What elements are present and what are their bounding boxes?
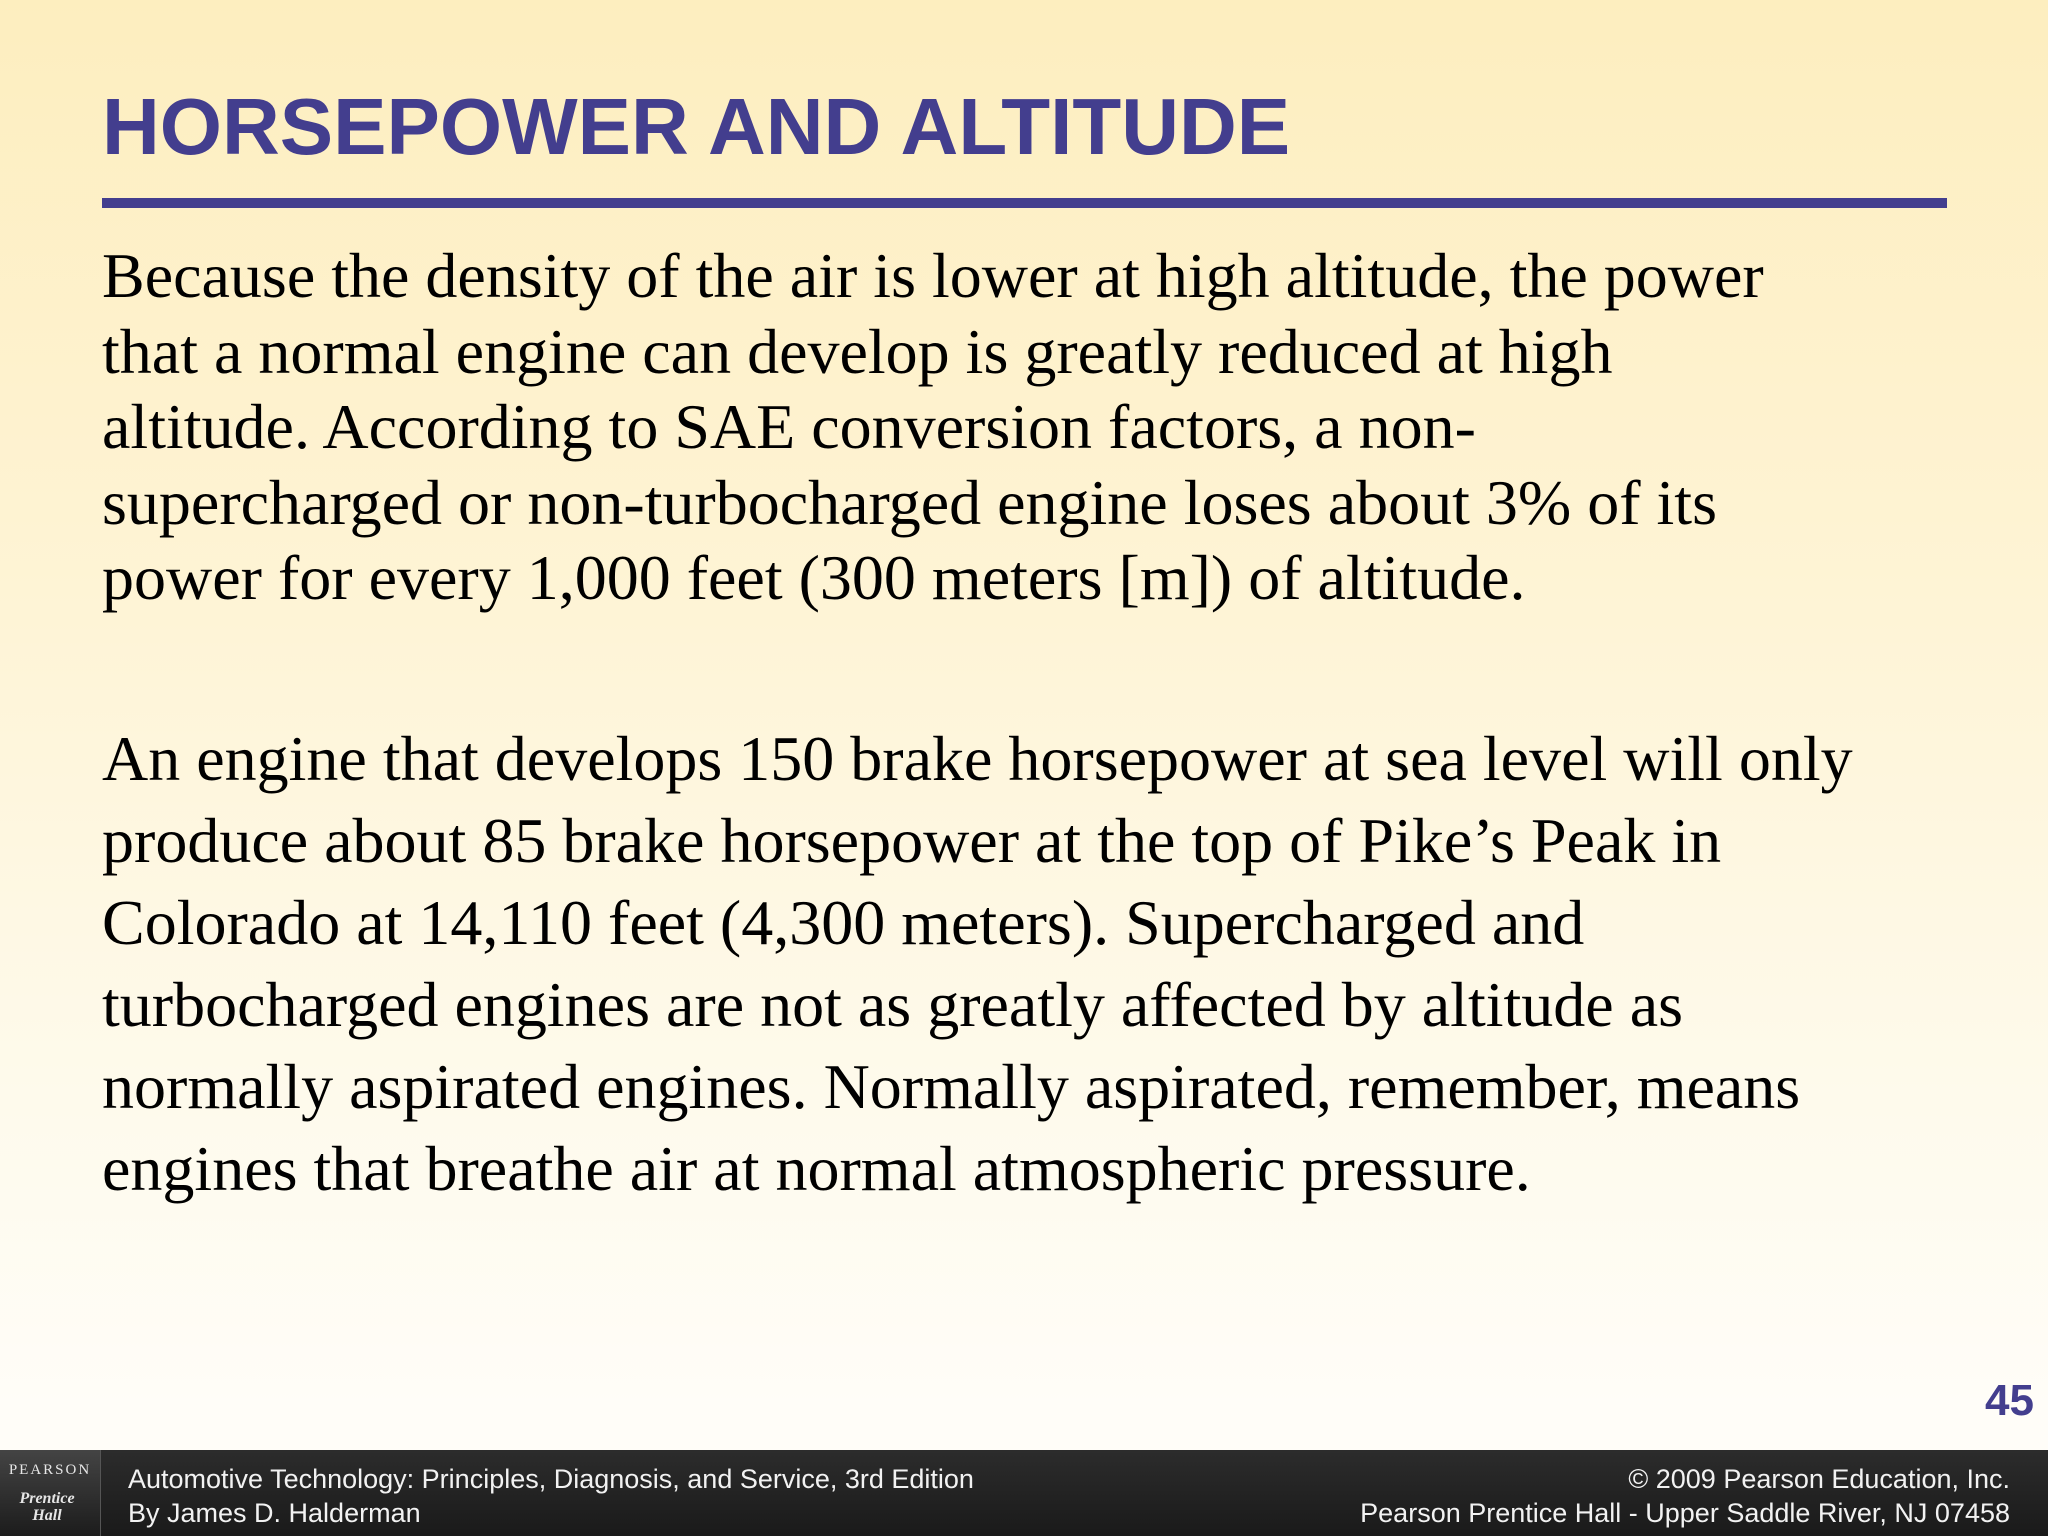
footer-book-info	[128, 1462, 974, 1530]
footer-copyright-info	[1360, 1462, 2010, 1530]
slide-title: HORSEPOWER AND ALTITUDE	[102, 82, 1291, 171]
footer-copyright: © 2009 Pearson Education, Inc.	[1628, 1464, 2010, 1494]
logo-wordmark-pearson: PEARSON	[8, 1462, 92, 1478]
body-paragraph-2: An engine that develops 150 brake horsepower at sea level will only produce about 85 brake horsepower at the top of Pike’s Peak in Colorado at 14,110 feet (4,300 meters). Supercharged and turbocharged engines are not as greatly affected by altitude as normally aspirated engines. Normally aspirated, remember, means engines that breathe air at normal atmospheric pressure.	[102, 723, 1853, 1204]
footer-publisher-address: Pearson Prentice Hall - Upper Saddle River, NJ 07458	[1360, 1498, 2010, 1528]
footer-author: By James D. Halderman	[128, 1498, 421, 1528]
body-paragraph-1: Because the density of the air is lower at high altitude, the power that a normal engine can develop is greatly reduced at high altitude. According to SAE conversion factors, a non- supercharged or non-turbocharged engine loses about 3% of its power for every 1,000 feet (300 meters [m]) of altitude.	[102, 240, 1764, 613]
logo-wordmark-prentice-hall: Prentice Hall	[19, 1490, 75, 1524]
title-divider	[102, 198, 1947, 208]
page-number: 45	[1985, 1376, 2034, 1425]
pearson-prentice-hall-logo	[0, 1450, 101, 1536]
footer-bar	[0, 1450, 2048, 1536]
footer-book-title: Automotive Technology: Principles, Diagnosis, and Service, 3rd Edition	[128, 1464, 974, 1494]
